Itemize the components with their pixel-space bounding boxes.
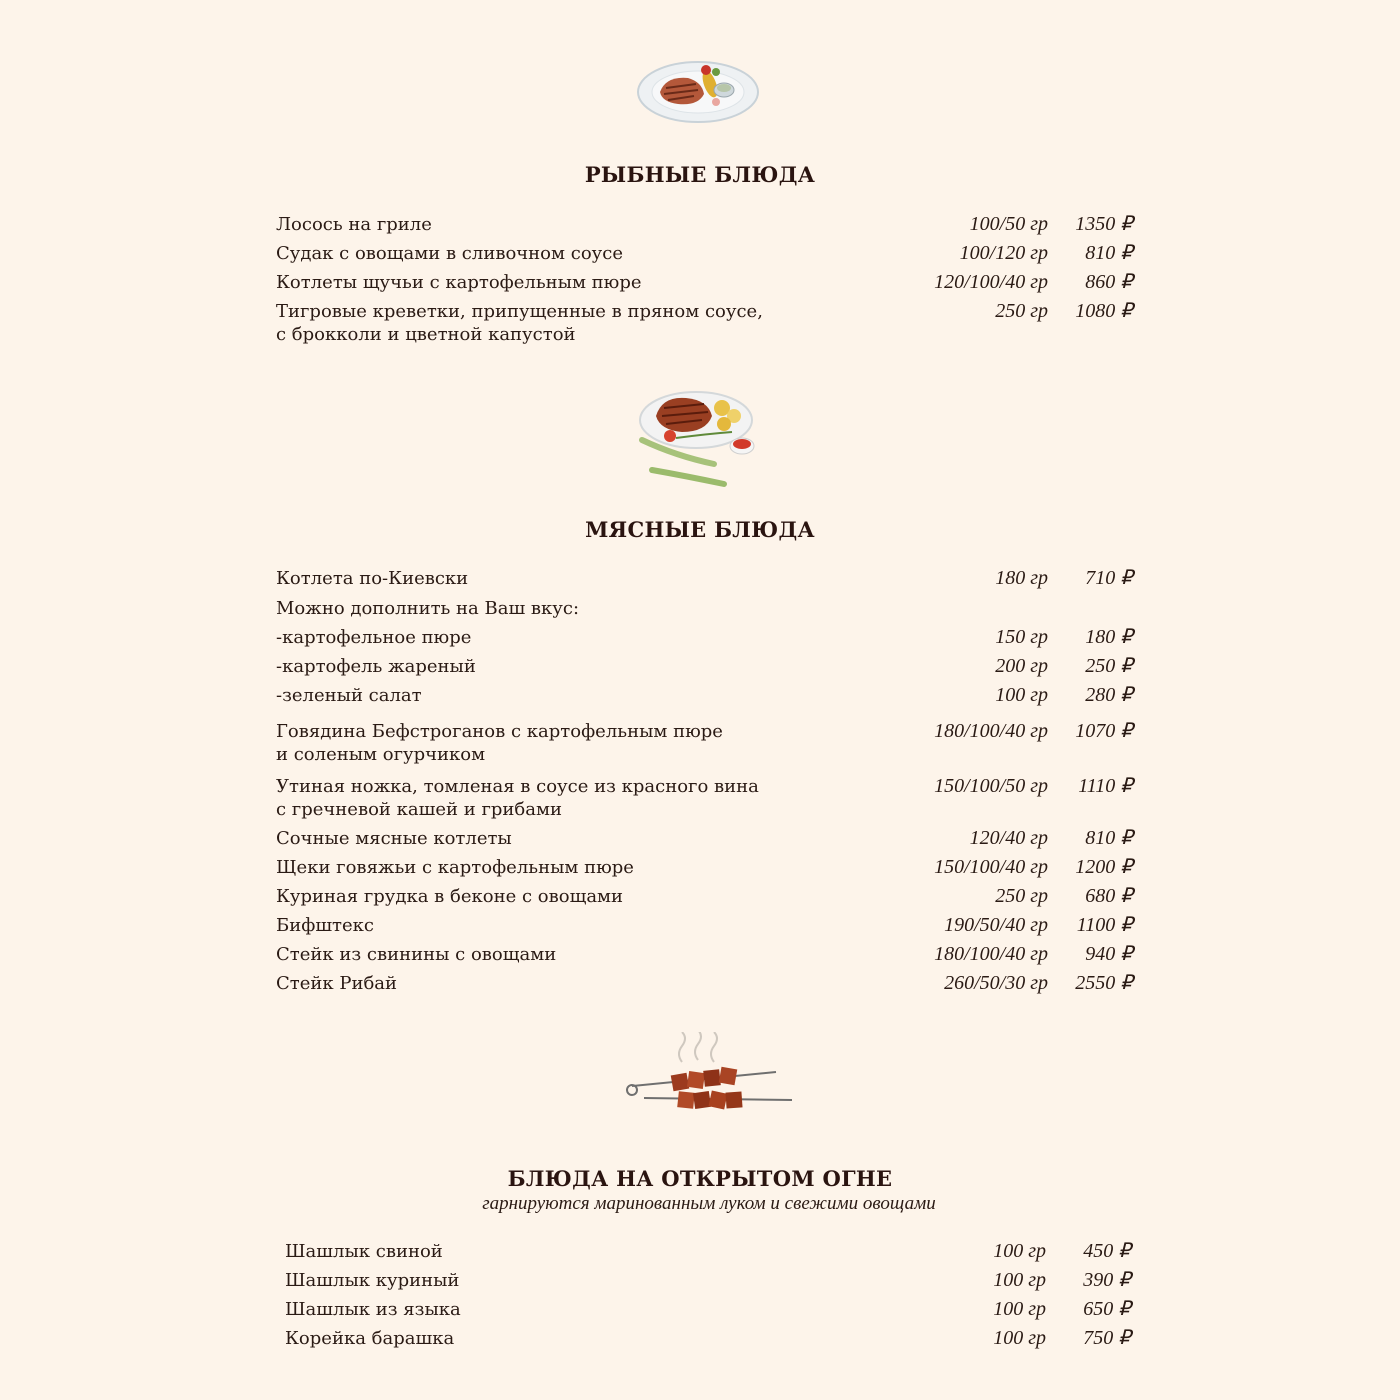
menu-item-price: 810 ₽ bbox=[1085, 827, 1133, 849]
menu-item-price: 1100 ₽ bbox=[1076, 914, 1133, 936]
menu-item-weight: 250 гр bbox=[995, 885, 1048, 907]
menu-item-price: 810 ₽ bbox=[1085, 242, 1133, 264]
menu-item-row bbox=[276, 943, 1133, 969]
menu-item-name bbox=[276, 567, 796, 590]
menu-item-weight: 100 гр bbox=[993, 1327, 1046, 1349]
menu-item-price: 1080 ₽ bbox=[1075, 300, 1133, 322]
menu-item-weight: 260/50/30 гр bbox=[944, 972, 1048, 994]
menu-item-weight: 200 гр bbox=[995, 655, 1048, 677]
menu-item-weight: 100 гр bbox=[993, 1298, 1046, 1320]
menu-item-row bbox=[276, 242, 1133, 268]
menu-item-weight: 150 гр bbox=[995, 626, 1048, 648]
menu-item-name bbox=[276, 242, 796, 265]
menu-item-weight: 100 гр bbox=[993, 1240, 1046, 1262]
menu-item-name bbox=[276, 684, 796, 707]
menu-item-name-line: Судак с овощами в сливочном соусе bbox=[276, 243, 623, 264]
menu-item-weight: 180/100/40 гр bbox=[934, 943, 1048, 965]
menu-item-name-line: Лосось на гриле bbox=[276, 214, 432, 235]
menu-item-name bbox=[285, 1269, 805, 1292]
menu-item-name bbox=[276, 300, 796, 346]
menu-item-name bbox=[276, 943, 796, 966]
menu-item-name bbox=[285, 1240, 805, 1263]
menu-item-weight: 150/100/40 гр bbox=[934, 856, 1048, 878]
menu-item-row bbox=[285, 1327, 1131, 1353]
menu-item-row bbox=[276, 914, 1133, 940]
menu-item-weight: 100 гр bbox=[993, 1269, 1046, 1291]
menu-item-row bbox=[276, 567, 1133, 593]
menu-item-name bbox=[276, 271, 796, 294]
menu-item-name-line: Котлета по-Киевски bbox=[276, 568, 469, 589]
meat-section-title: МЯСНЫЕ БЛЮДА bbox=[585, 517, 815, 542]
menu-item-row bbox=[276, 684, 1133, 710]
menu-item-weight: 150/100/50 гр bbox=[934, 775, 1048, 797]
menu-item-name bbox=[276, 972, 796, 995]
menu-item-name-line: Утиная ножка, томленая в соусе из красного вина bbox=[276, 776, 759, 797]
menu-item-name-line: Тигровые креветки, припущенные в пряном соусе, bbox=[276, 301, 763, 322]
menu-item-name-line: Щеки говяжьи с картофельным пюре bbox=[276, 857, 634, 878]
menu-item-name-line: Шашлык из языка bbox=[285, 1299, 461, 1320]
menu-item-name-line: Говядина Бефстроганов с картофельным пюре bbox=[276, 721, 723, 742]
menu-item-row bbox=[285, 1240, 1131, 1266]
menu-item-price: 1350 ₽ bbox=[1075, 213, 1133, 235]
grill-section-title: БЛЮДА НА ОТКРЫТОМ ОГНЕ bbox=[507, 1166, 893, 1191]
menu-item-name bbox=[276, 775, 796, 821]
menu-item-row bbox=[276, 972, 1133, 998]
menu-item-weight: 100/120 гр bbox=[959, 242, 1048, 264]
menu-item-row bbox=[276, 856, 1133, 882]
menu-item-weight: 100/50 гр bbox=[969, 213, 1048, 235]
menu-item-name-line: Шашлык куриный bbox=[285, 1270, 460, 1291]
menu-item-row bbox=[276, 271, 1133, 297]
menu-item-price: 750 ₽ bbox=[1083, 1327, 1131, 1349]
grill-section-subtitle: гарнируются маринованным луком и свежими овощами bbox=[482, 1193, 936, 1214]
menu-item-price: 2550 ₽ bbox=[1075, 972, 1133, 994]
menu-item-name bbox=[276, 213, 796, 236]
menu-item-name bbox=[276, 720, 796, 766]
menu-item-name-line: -картофельное пюре bbox=[276, 627, 472, 648]
menu-item-name bbox=[276, 827, 796, 850]
menu-item-name-line: и соленым огурчиком bbox=[276, 744, 486, 765]
menu-item-name bbox=[276, 655, 796, 678]
menu-item-name bbox=[276, 885, 796, 908]
menu-item-weight: 180/100/40 гр bbox=[934, 720, 1048, 742]
menu-item-row bbox=[276, 827, 1133, 853]
menu-item-name-line: Корейка барашка bbox=[285, 1328, 455, 1349]
menu-item-name-line: Куриная грудка в беконе с овощами bbox=[276, 886, 624, 907]
menu-item-name-line: Бифштекс bbox=[276, 915, 374, 936]
menu-item-price: 1200 ₽ bbox=[1075, 856, 1133, 878]
menu-item-price: 180 ₽ bbox=[1085, 626, 1133, 648]
menu-item-row bbox=[285, 1298, 1131, 1324]
menu-item-price: 650 ₽ bbox=[1083, 1298, 1131, 1320]
fish-plate-illustration bbox=[636, 58, 760, 124]
menu-item-row bbox=[276, 213, 1133, 239]
menu-item-name-line: -картофель жареный bbox=[276, 656, 476, 677]
menu-item-name-line: -зеленый салат bbox=[276, 685, 422, 706]
menu-item-name bbox=[276, 626, 796, 649]
menu-item-name bbox=[276, 914, 796, 937]
menu-item-name-line: Шашлык свиной bbox=[285, 1241, 443, 1262]
menu-item-name-line: Стейк Рибай bbox=[276, 973, 398, 994]
menu-item-weight: 120/40 гр bbox=[969, 827, 1048, 849]
menu-item-row bbox=[276, 626, 1133, 652]
menu-item-price: 390 ₽ bbox=[1083, 1269, 1131, 1291]
menu-item-price: 280 ₽ bbox=[1085, 684, 1133, 706]
menu-item-row bbox=[285, 1269, 1131, 1295]
menu-item-row bbox=[276, 655, 1133, 681]
menu-item-name-line: Стейк из свинины с овощами bbox=[276, 944, 557, 965]
menu-item-name-line: с брокколи и цветной капустой bbox=[276, 324, 576, 345]
shashlik-skewer-illustration bbox=[622, 1032, 798, 1114]
menu-item-name bbox=[276, 856, 796, 879]
menu-item-row bbox=[276, 720, 1133, 765]
menu-item-row bbox=[276, 300, 1133, 345]
menu-item-weight: 180 гр bbox=[995, 567, 1048, 589]
fish-section-title: РЫБНЫЕ БЛЮДА bbox=[584, 162, 816, 187]
menu-item-row bbox=[276, 775, 1133, 820]
menu-item-weight: 250 гр bbox=[995, 300, 1048, 322]
menu-item-price: 450 ₽ bbox=[1083, 1240, 1131, 1262]
menu-item-name-line: Можно дополнить на Ваш вкус: bbox=[276, 598, 580, 619]
menu-item-name bbox=[285, 1298, 805, 1321]
menu-item-weight: 190/50/40 гр bbox=[944, 914, 1048, 936]
menu-item-name-line: Котлеты щучьи с картофельным пюре bbox=[276, 272, 642, 293]
steak-plate-illustration bbox=[636, 386, 762, 492]
menu-item-price: 680 ₽ bbox=[1085, 885, 1133, 907]
menu-item-name-line: Сочные мясные котлеты bbox=[276, 828, 512, 849]
menu-item-price: 1070 ₽ bbox=[1075, 720, 1133, 742]
menu-item-name bbox=[285, 1327, 805, 1350]
menu-item-weight: 100 гр bbox=[995, 684, 1048, 706]
menu-item-price: 250 ₽ bbox=[1085, 655, 1133, 677]
menu-item-weight: 120/100/40 гр bbox=[934, 271, 1048, 293]
menu-item-name bbox=[276, 597, 796, 620]
menu-item-name-line: с гречневой кашей и грибами bbox=[276, 799, 562, 820]
menu-item-price: 940 ₽ bbox=[1085, 943, 1133, 965]
menu-item-row bbox=[276, 885, 1133, 911]
menu-item-price: 1110 ₽ bbox=[1078, 775, 1133, 797]
menu-item-price: 860 ₽ bbox=[1085, 271, 1133, 293]
menu-item-row bbox=[276, 597, 1133, 623]
menu-item-price: 710 ₽ bbox=[1085, 567, 1133, 589]
